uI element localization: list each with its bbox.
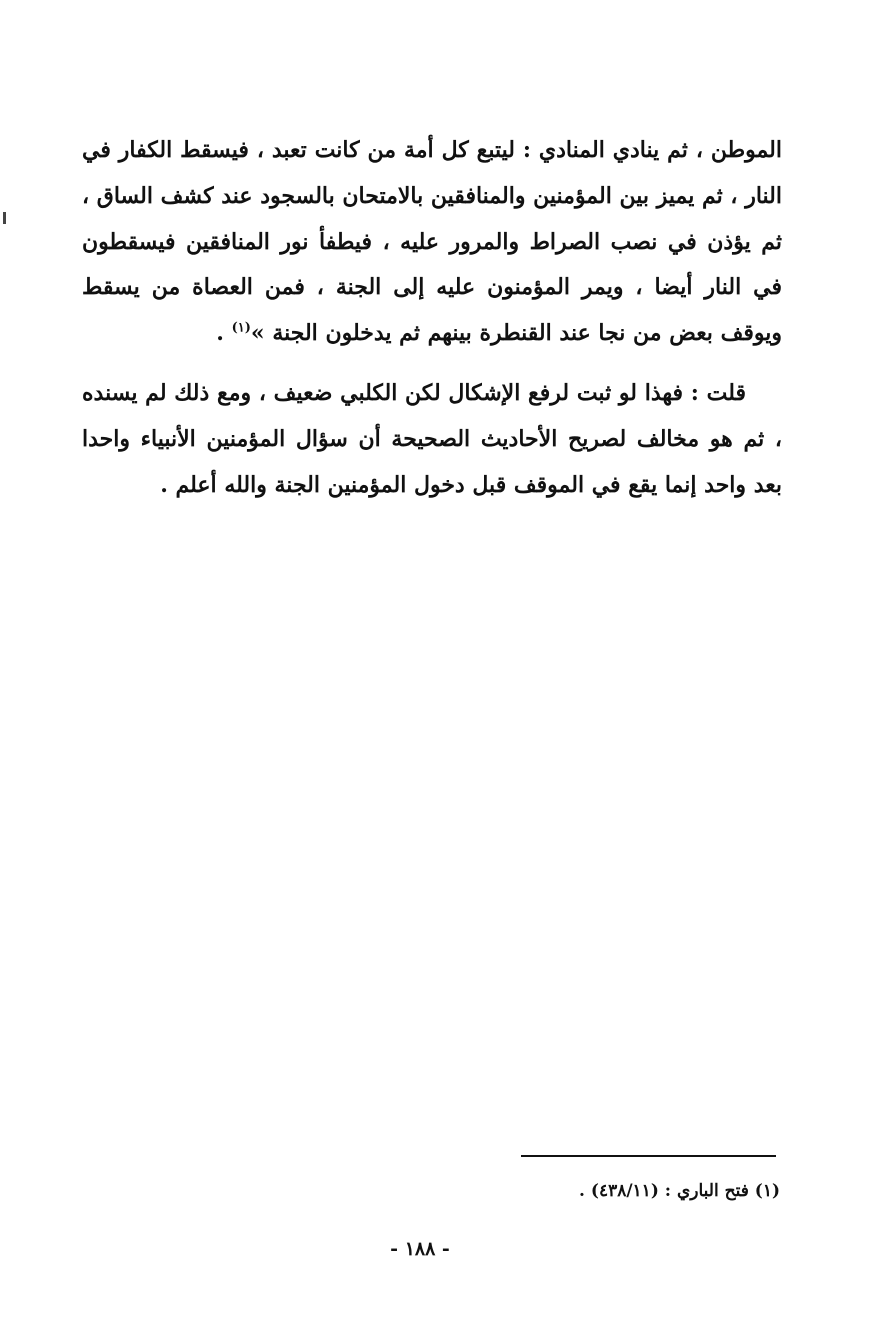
footnote-reference[interactable]: (١) <box>231 320 251 336</box>
paragraph-1-text: الموطن ، ثم ينادي المنادي : ليتبع كل أمة من كانت تعبد ، فيسقط الكفار في النار ، ثم يميز بين المؤمنين والمنافقين بالامتحان بالسجود عند كشف الساق ، ثم يؤذن في نصب الصراط والمرور عليه ، فيطفأ نور المنافقين فيسقطون في النار أيضا ، ويمر المؤمنون عليه إلى الجنة ، فمن العصاة من يسقط ويوقف بعض من نجا عند القنطرة بينهم ثم يدخلون الجنة » <box>82 137 782 347</box>
paragraph-1-end: . <box>216 320 232 347</box>
main-text <box>82 128 782 508</box>
paragraph-2: قلت : فهذا لو ثبت لرفع الإشكال لكن الكلبي ضعيف ، ومع ذلك لم يسنده ، ثم هو مخالف لصريح الأحاديث الصحيحة أن سؤال المؤمنين الأنبياء واحدا بعد واحد إنما يقع في الموقف قبل دخول المؤمنين الجنة والله أعلم . <box>82 379 782 498</box>
page-number: - ١٨٨ - <box>390 1238 450 1260</box>
footnote: (١) فتح الباري : (٤٣٨/١١) . <box>579 1181 780 1201</box>
scan-edge-mark <box>3 212 6 224</box>
paragraph-1 <box>82 128 782 357</box>
footnote-separator <box>521 1155 776 1157</box>
